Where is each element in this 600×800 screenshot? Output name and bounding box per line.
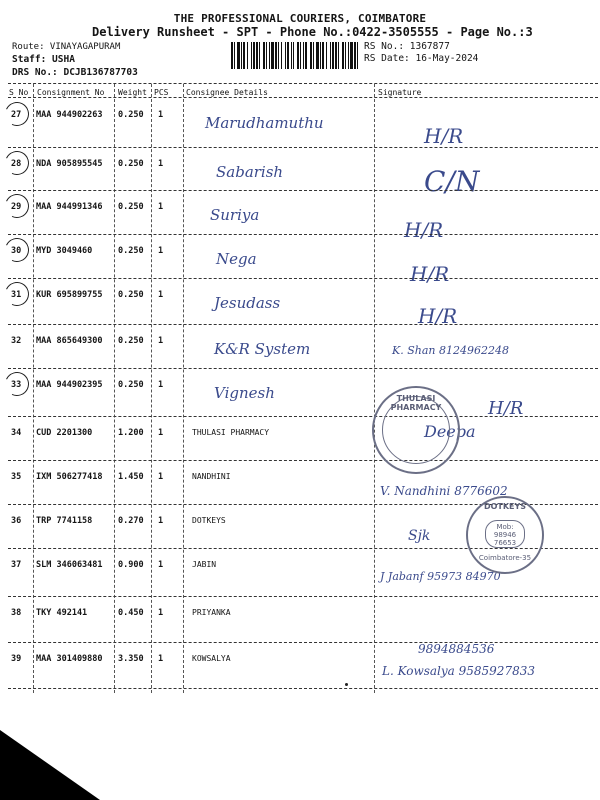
row-sno: 32 bbox=[11, 336, 22, 346]
row-sno: 38 bbox=[11, 608, 22, 618]
header-bottom-rule bbox=[8, 97, 598, 98]
stamp-text: THULASI PHARMACY bbox=[390, 394, 442, 412]
row-pcs: 1 bbox=[158, 110, 164, 120]
col-header-pcs: PCS bbox=[154, 88, 169, 97]
row-pcs: 1 bbox=[158, 472, 164, 482]
row-consignee-typed: THULASI PHARMACY bbox=[192, 428, 270, 437]
row-signature: H/R bbox=[410, 262, 450, 286]
row-weight: 1.450 bbox=[118, 472, 144, 482]
row-sno: 29 bbox=[11, 202, 22, 212]
row-consignment: KUR 695899755 bbox=[36, 290, 103, 300]
row-pcs: 1 bbox=[158, 516, 164, 526]
row-weight: 0.270 bbox=[118, 516, 144, 526]
row-weight: 0.250 bbox=[118, 336, 144, 346]
stamp-mob-label: Mob: bbox=[496, 523, 514, 531]
row-consignee-handwritten: Vignesh bbox=[214, 384, 275, 402]
row-sno: 31 bbox=[11, 290, 22, 300]
staff-label: Staff: USHA bbox=[12, 54, 75, 65]
row-consignment: NDA 905895545 bbox=[36, 159, 103, 169]
barcode-image bbox=[231, 42, 359, 69]
row-divider bbox=[8, 460, 598, 461]
row-sno: 30 bbox=[11, 246, 22, 256]
header-top-rule bbox=[8, 83, 598, 84]
rs-number: RS No.: 1367877 bbox=[364, 41, 450, 52]
row-divider bbox=[8, 596, 598, 597]
col-header-signature: Signature bbox=[378, 88, 422, 97]
row-signature: L. Kowsalya 9585927833 bbox=[382, 664, 535, 678]
row-pcs: 1 bbox=[158, 336, 164, 346]
row-divider bbox=[8, 234, 598, 235]
row-consignee-typed: KOWSALYA bbox=[192, 654, 231, 663]
row-consignment: MYD 3049460 bbox=[36, 246, 93, 256]
row-consignee-handwritten: Jesudass bbox=[214, 294, 281, 312]
row-sno: 36 bbox=[11, 516, 22, 526]
row-signature: J Jabanf 95973 84970 bbox=[380, 570, 501, 583]
row-pcs: 1 bbox=[158, 290, 164, 300]
row-consignment: CUD 2201300 bbox=[36, 428, 93, 438]
row-weight: 0.250 bbox=[118, 202, 144, 212]
row-consignment: MAA 944902395 bbox=[36, 380, 103, 390]
row-pcs: 1 bbox=[158, 202, 164, 212]
row-divider bbox=[8, 642, 598, 643]
row-pcs: 1 bbox=[158, 246, 164, 256]
row-sno: 35 bbox=[11, 472, 22, 482]
row-signature: V. Nandhini 8776602 bbox=[380, 484, 508, 498]
row-divider bbox=[8, 688, 598, 689]
row-divider bbox=[8, 278, 598, 279]
row-consignee-typed: PRIYANKA bbox=[192, 608, 231, 617]
row-consignee-typed: JABIN bbox=[192, 560, 217, 569]
row-weight: 0.250 bbox=[118, 110, 144, 120]
row-sno: 34 bbox=[11, 428, 22, 438]
row-pcs: 1 bbox=[158, 608, 164, 618]
row-weight: 0.250 bbox=[118, 290, 144, 300]
row-signature: Sjk bbox=[408, 528, 431, 544]
stamp-brand: DOTKEYS bbox=[483, 502, 527, 511]
row-divider bbox=[8, 147, 598, 148]
row-signature: H/R bbox=[404, 218, 444, 242]
row-consignee-handwritten: K&R System bbox=[214, 340, 311, 358]
stamp-mob-number: 98946 76653 bbox=[493, 531, 517, 547]
row-pcs: 1 bbox=[158, 654, 164, 664]
row-weight: 0.250 bbox=[118, 159, 144, 169]
row-consignment: MAA 944991346 bbox=[36, 202, 103, 212]
row-sno: 37 bbox=[11, 560, 22, 570]
row-pcs: 1 bbox=[158, 159, 164, 169]
row-weight: 0.900 bbox=[118, 560, 144, 570]
row-consignment: MAA 301409880 bbox=[36, 654, 103, 664]
row-signature: C/N bbox=[424, 165, 480, 198]
drs-number: DRS No.: DCJB136787703 bbox=[12, 67, 138, 78]
ink-dot bbox=[345, 683, 348, 686]
row-weight: 0.250 bbox=[118, 246, 144, 256]
row-consignment: MAA 944902263 bbox=[36, 110, 103, 120]
row-consignee-handwritten: Suriya bbox=[210, 206, 260, 224]
row-consignment: SLM 346063481 bbox=[36, 560, 103, 570]
row-consignee-handwritten: Marudhamuthu bbox=[205, 114, 324, 132]
row-pcs: 1 bbox=[158, 428, 164, 438]
row-sno: 28 bbox=[11, 159, 22, 169]
col-header-weight: Weight bbox=[118, 88, 147, 97]
stamp-mobile-box bbox=[485, 520, 525, 548]
row-signature: K. Shan 8124962248 bbox=[392, 344, 509, 357]
row-divider bbox=[8, 416, 598, 417]
company-title: THE PROFESSIONAL COURIERS, COIMBATORE bbox=[173, 12, 427, 25]
dotkeys-stamp bbox=[466, 496, 544, 574]
row-consignee-handwritten: Nega bbox=[216, 250, 257, 268]
row-sno: 27 bbox=[11, 110, 22, 120]
thulasi-pharmacy-stamp bbox=[372, 386, 460, 474]
runsheet-subtitle: Delivery Runsheet - SPT - Phone No.:0422-3505555 - Page No.:3 bbox=[92, 25, 533, 39]
row-signature: H/R bbox=[418, 304, 458, 328]
table-row bbox=[0, 644, 600, 698]
row-weight: 0.250 bbox=[118, 380, 144, 390]
row-consignment: MAA 865649300 bbox=[36, 336, 103, 346]
row-weight: 3.350 bbox=[118, 654, 144, 664]
row-consignment: IXM 506277418 bbox=[36, 472, 103, 482]
row-divider bbox=[8, 190, 598, 191]
table-row bbox=[0, 100, 600, 154]
scan-shadow-corner bbox=[0, 730, 100, 800]
row-signature: 9894884536 bbox=[418, 642, 495, 656]
row-consignment: TRP 7741158 bbox=[36, 516, 93, 526]
row-sno: 39 bbox=[11, 654, 22, 664]
row-consignee-typed: DOTKEYS bbox=[192, 516, 226, 525]
row-consignee-handwritten: Sabarish bbox=[216, 163, 284, 181]
route-label: Route: VINAYAGAPURAM bbox=[12, 42, 121, 52]
row-signature: H/R bbox=[488, 398, 524, 419]
row-signature: Deepa bbox=[424, 422, 476, 441]
row-pcs: 1 bbox=[158, 380, 164, 390]
row-divider bbox=[8, 368, 598, 369]
row-consignment: TKY 492141 bbox=[36, 608, 88, 618]
row-signature: H/R bbox=[424, 124, 464, 148]
row-sno: 33 bbox=[11, 380, 22, 390]
row-weight: 1.200 bbox=[118, 428, 144, 438]
col-header-sno: S No bbox=[9, 88, 29, 97]
row-weight: 0.450 bbox=[118, 608, 144, 618]
row-pcs: 1 bbox=[158, 560, 164, 570]
row-consignee-typed: NANDHINI bbox=[192, 472, 231, 481]
row-divider bbox=[8, 324, 598, 325]
col-header-consignee: Consignee Details bbox=[186, 88, 268, 97]
rs-date: RS Date: 16-May-2024 bbox=[364, 53, 479, 64]
stamp-city: Coimbatore-35 bbox=[478, 554, 532, 562]
col-header-consignment: Consignment No bbox=[37, 88, 105, 97]
